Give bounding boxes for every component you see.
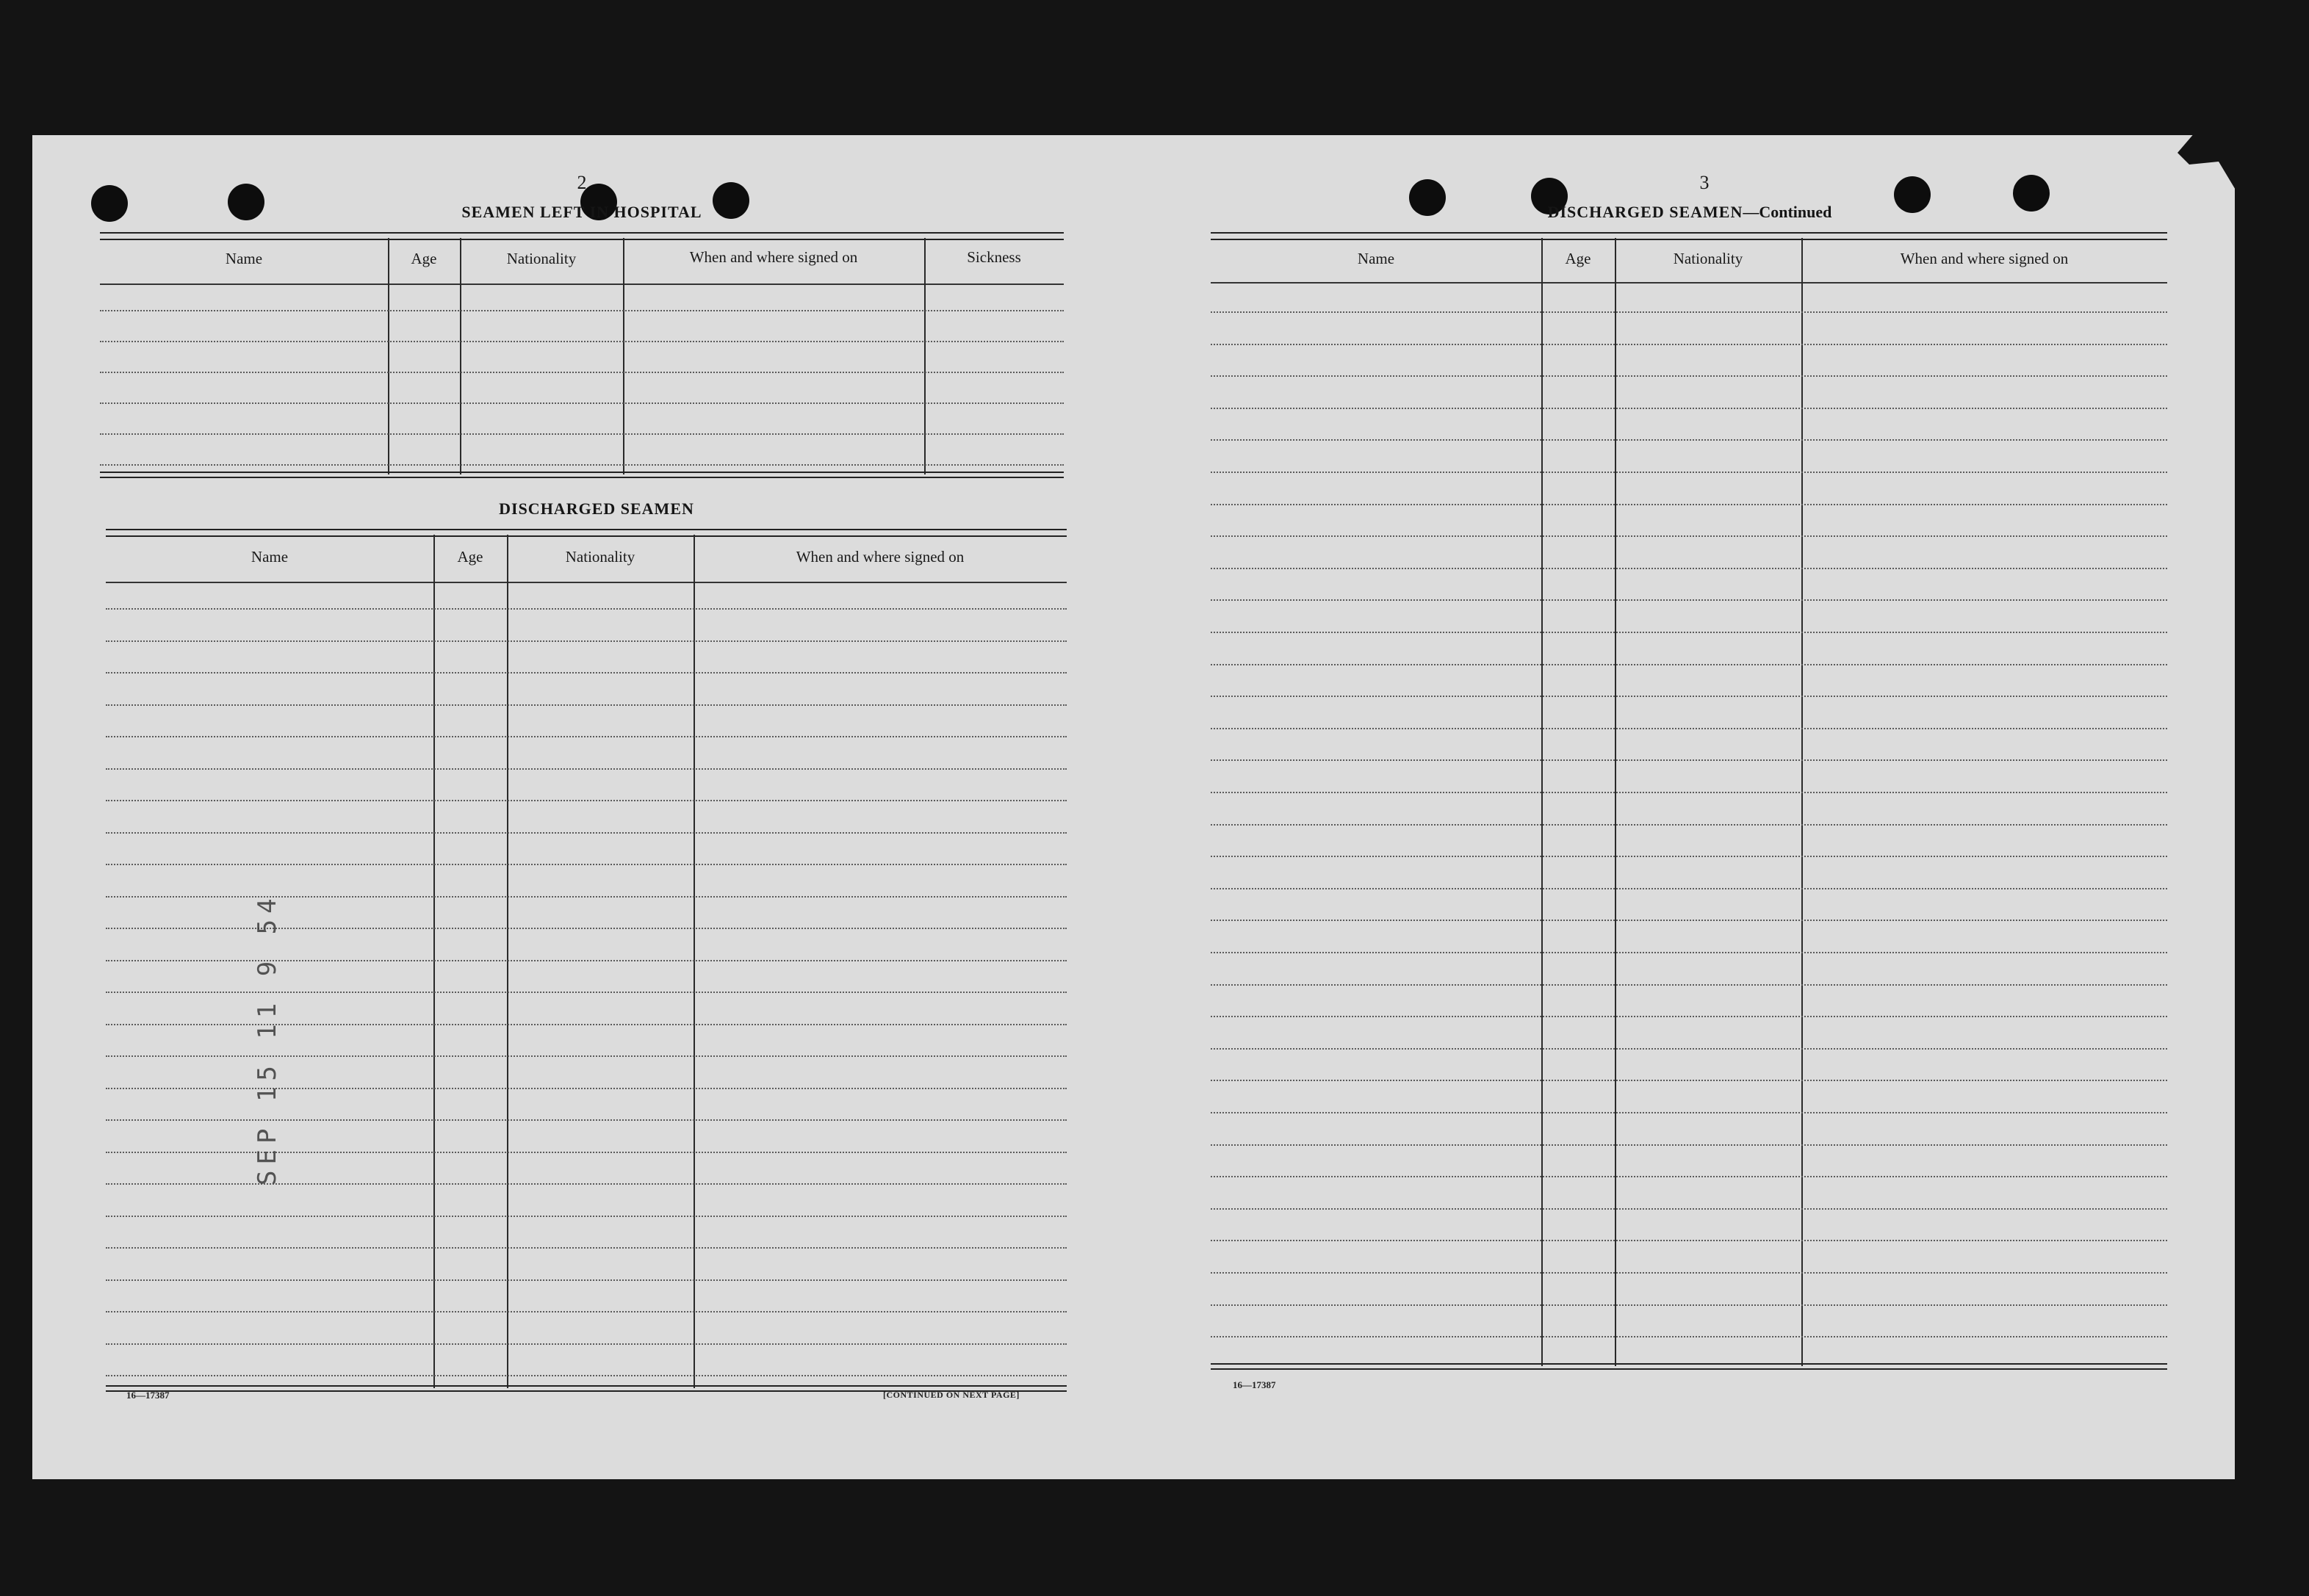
column-divider bbox=[388, 238, 389, 474]
discharged-table bbox=[106, 529, 1067, 1395]
ruled-line bbox=[1211, 599, 2167, 601]
table-top-rule bbox=[100, 232, 1064, 240]
ruled-line bbox=[1211, 504, 2167, 505]
ruled-line bbox=[1211, 439, 2167, 441]
ruled-line bbox=[106, 1311, 1067, 1312]
ruled-line bbox=[106, 1247, 1067, 1249]
column-header-nationality: Nationality bbox=[565, 548, 635, 566]
ruled-line bbox=[1211, 1144, 2167, 1146]
column-header-nationality: Nationality bbox=[506, 250, 577, 267]
torn-corner bbox=[2177, 132, 2236, 191]
ruled-line bbox=[1211, 1208, 2167, 1210]
ruled-line bbox=[106, 864, 1067, 865]
ruled-line bbox=[1211, 824, 2167, 826]
column-header-sickness: Sickness bbox=[967, 248, 1021, 266]
ruled-line bbox=[106, 960, 1067, 961]
ruled-line bbox=[106, 1216, 1067, 1217]
column-divider bbox=[623, 238, 624, 474]
left-page bbox=[32, 135, 1098, 1479]
ruled-line bbox=[1211, 1016, 2167, 1017]
ruled-line bbox=[1211, 1112, 2167, 1113]
ruled-line bbox=[1211, 759, 2167, 761]
column-header-age: Age bbox=[1565, 250, 1591, 267]
ruled-line bbox=[106, 768, 1067, 770]
table-top-rule bbox=[106, 529, 1067, 537]
ruled-line bbox=[106, 1183, 1067, 1185]
ruled-line bbox=[100, 464, 1064, 466]
hospital-table bbox=[100, 232, 1064, 483]
punch-hole bbox=[713, 182, 749, 219]
ruled-line bbox=[1211, 1240, 2167, 1241]
ruled-line bbox=[1211, 311, 2167, 313]
ruled-line bbox=[106, 1375, 1067, 1376]
hospital-section-title: SEAMEN LEFT IN HOSPITAL bbox=[461, 203, 702, 221]
ruled-line bbox=[1211, 920, 2167, 921]
ruled-line bbox=[100, 402, 1064, 404]
ruled-line bbox=[1211, 408, 2167, 409]
ruled-line bbox=[1211, 375, 2167, 377]
date-stamp: SEP 15 11 9 54 bbox=[253, 892, 282, 1185]
ruled-line bbox=[1211, 888, 2167, 889]
ruled-line bbox=[106, 640, 1067, 642]
table-bottom-rule bbox=[1211, 1363, 2167, 1370]
ruled-line bbox=[106, 1055, 1067, 1057]
ruled-line bbox=[106, 1088, 1067, 1089]
column-divider bbox=[694, 535, 695, 1388]
ruled-line bbox=[106, 928, 1067, 929]
right-page bbox=[1134, 135, 2235, 1479]
discharged-section-title: DISCHARGED SEAMEN bbox=[499, 499, 694, 518]
ruled-line bbox=[1211, 792, 2167, 793]
ruled-line bbox=[100, 433, 1064, 435]
ruled-line bbox=[1211, 1176, 2167, 1177]
ruled-line bbox=[1211, 568, 2167, 569]
punch-hole bbox=[1894, 176, 1931, 213]
punch-hole bbox=[91, 185, 128, 222]
discharged-continued-table bbox=[1211, 232, 2167, 1372]
punch-hole bbox=[2013, 175, 2050, 212]
form-number: 16—17387 bbox=[126, 1390, 170, 1401]
column-header-signed-on: When and where signed on bbox=[689, 248, 858, 266]
column-header-age: Age bbox=[411, 250, 437, 267]
column-divider bbox=[433, 535, 435, 1388]
ruled-line bbox=[1211, 1304, 2167, 1306]
ruled-line bbox=[106, 1152, 1067, 1153]
document-sheet bbox=[32, 135, 2235, 1479]
ruled-line bbox=[100, 341, 1064, 342]
form-number: 16—17387 bbox=[1233, 1379, 1276, 1390]
column-divider bbox=[460, 238, 461, 474]
ruled-line bbox=[106, 1343, 1067, 1345]
ruled-line bbox=[1211, 1080, 2167, 1081]
page-number: 2 bbox=[577, 172, 587, 193]
ruled-line bbox=[106, 832, 1067, 834]
ruled-line bbox=[1211, 856, 2167, 857]
punch-hole bbox=[1409, 179, 1446, 216]
header-rule bbox=[1211, 282, 2167, 284]
title-text: DISCHARGED SEAMEN bbox=[1547, 203, 1743, 221]
column-header-nationality: Nationality bbox=[1673, 250, 1743, 267]
column-header-age: Age bbox=[457, 548, 483, 566]
ruled-line bbox=[106, 672, 1067, 674]
column-header-name: Name bbox=[251, 548, 289, 566]
ruled-line bbox=[106, 704, 1067, 706]
title-suffix: —Continued bbox=[1743, 203, 1832, 221]
page-number: 3 bbox=[1699, 172, 1710, 193]
column-divider bbox=[924, 238, 926, 474]
continued-note: [CONTINUED ON NEXT PAGE] bbox=[883, 1390, 1020, 1400]
ruled-line bbox=[106, 736, 1067, 737]
ruled-line bbox=[100, 372, 1064, 373]
ruled-line bbox=[1211, 535, 2167, 537]
ruled-line bbox=[1211, 472, 2167, 473]
ruled-line bbox=[1211, 344, 2167, 345]
ruled-line bbox=[1211, 728, 2167, 729]
header-rule bbox=[100, 284, 1064, 285]
ruled-line bbox=[1211, 664, 2167, 665]
column-header-signed-on: When and where signed on bbox=[1900, 250, 2069, 267]
ruled-line bbox=[106, 1119, 1067, 1121]
ruled-line bbox=[106, 896, 1067, 898]
ruled-line bbox=[1211, 1336, 2167, 1337]
column-divider bbox=[507, 535, 508, 1388]
ruled-line bbox=[1211, 696, 2167, 697]
ruled-line bbox=[1211, 984, 2167, 986]
column-header-name: Name bbox=[225, 250, 263, 267]
discharged-continued-title bbox=[1548, 203, 1832, 222]
ruled-line bbox=[106, 800, 1067, 801]
column-header-signed-on: When and where signed on bbox=[796, 548, 965, 566]
table-bottom-rule bbox=[100, 472, 1064, 478]
ruled-line bbox=[1211, 632, 2167, 633]
ruled-line bbox=[1211, 1272, 2167, 1274]
ruled-line bbox=[106, 1279, 1067, 1281]
table-top-rule bbox=[1211, 232, 2167, 240]
ruled-line bbox=[100, 310, 1064, 311]
ruled-line bbox=[1211, 1048, 2167, 1050]
ruled-line bbox=[106, 1024, 1067, 1025]
ruled-line bbox=[106, 992, 1067, 993]
ruled-line bbox=[1211, 952, 2167, 953]
punch-hole bbox=[228, 184, 264, 220]
ruled-line bbox=[106, 608, 1067, 610]
header-rule bbox=[106, 582, 1067, 583]
column-header-name: Name bbox=[1357, 250, 1395, 267]
